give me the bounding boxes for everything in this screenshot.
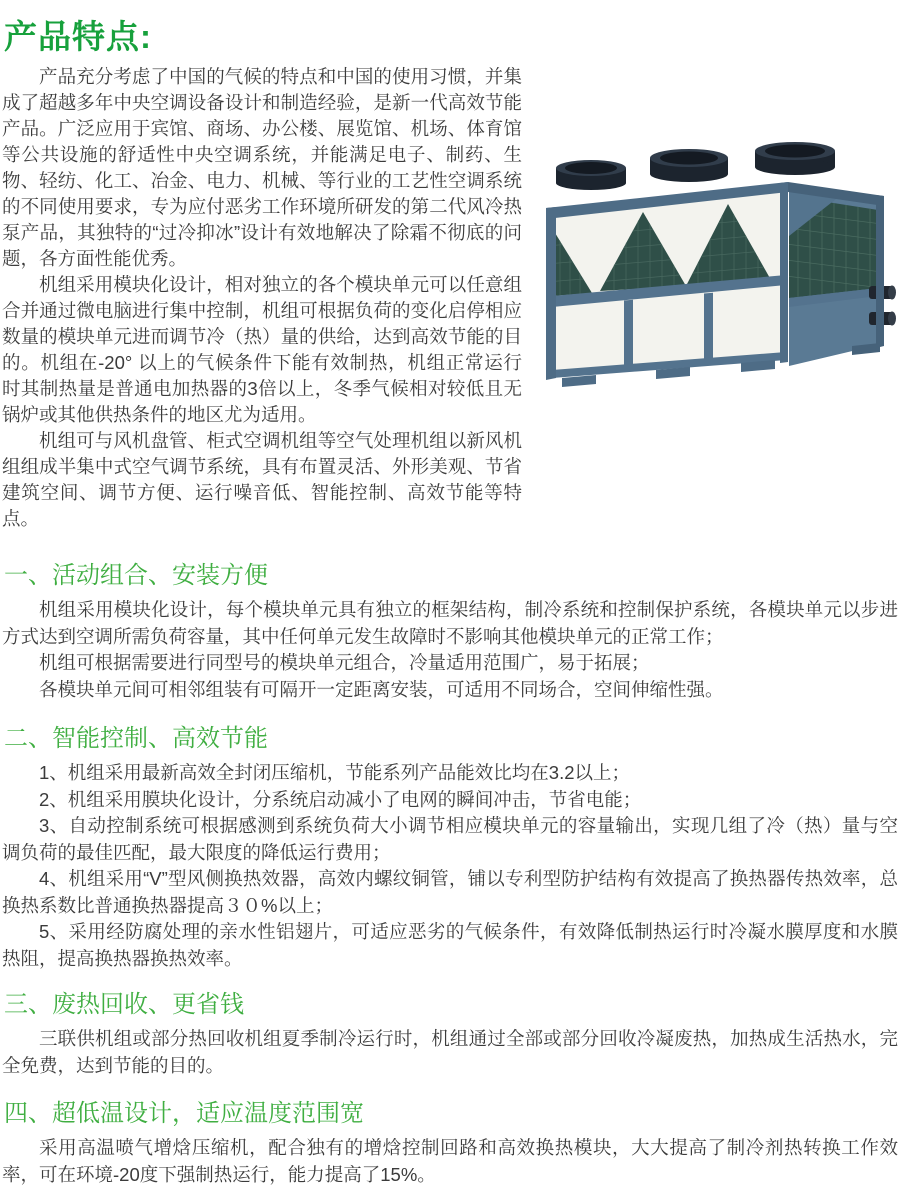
section-heading-2: 二、智能控制、高效节能 (4, 725, 268, 752)
section-heat-recovery (2, 991, 898, 1079)
fan-icon-left (556, 160, 626, 190)
section-1-paragraph-1: 机组采用模块化设计，每个模块单元具有独立的框架结构，制冷系统和控制保护系统，各模块单元以步进方式达到空调所需负荷容量，其中任何单元发生故障时不影响其他模块单元的正常工作； (2, 599, 898, 647)
section-2-item-5: 5、采用经防腐处理的亲水性铝翅片，可适应恶劣的气候条件，有效降低制热运行时冷凝水膜厚度和水膜热阻，提高换热器换热效率。 (2, 921, 898, 969)
section-heading-4: 四、超低温设计，适应温度范围宽 (4, 1100, 364, 1127)
intro-section (2, 64, 522, 532)
product-photo-air-cooled-modular-chiller (536, 146, 898, 398)
chiller-illustration (536, 146, 898, 398)
fan-icon-middle (650, 149, 728, 182)
section-heading-1: 一、活动组合、安装方便 (4, 562, 268, 589)
section-3-paragraph-1: 三联供机组或部分热回收机组夏季制冷运行时，机组通过全部或部分回收冷凝废热，加热成生活热水，完全免费，达到节能的目的。 (2, 1028, 898, 1076)
fan-icon-right (755, 142, 835, 175)
section-2-item-3: 3、自动控制系统可根据感测到系统负荷大小调节相应模块单元的容量输出，实现几组了冷（热）量与空调负荷的最佳匹配，最大限度的降低运行费用； (2, 815, 898, 863)
section-low-temperature-design (2, 1100, 898, 1188)
chiller-side-face (786, 190, 882, 366)
section-2-item-4: 4、机组采用“V”型风侧换热效器，高效内螺纹铜管，铺以专利型防护结构有效提高了换热器传热效率，总换热系数比普通换热器提高３０%以上； (2, 868, 898, 916)
page-title: 产品特点: (4, 18, 152, 55)
intro-paragraph-3: 机组可与风机盘管、柜式空调机组等空气处理机组以新风机组组成半集中式空气调节系统，具有布置灵活、外形美观、节省建筑空间、调节方便、运行噪音低、智能控制、高效节能等特点。 (2, 430, 522, 529)
chiller-front-face (546, 188, 786, 378)
section-4-paragraph-1: 采用高温喷气增焓压缩机，配合独有的增焓控制回路和高效换热模块，大大提高了制冷剂热转换工作效率，可在环境-20度下强制热运行，能力提高了15%。 (2, 1137, 898, 1185)
intro-paragraph-2: 机组采用模块化设计，相对独立的各个模块单元可以任意组合并通过微电脑进行集中控制，机组可根据负荷的变化启停相应数量的模块单元进而调节冷（热）量的供给，达到高效节能的目的。机组在-20° 以上的气候条件下能有效制热，机组正常运行时其制热量是普通电加热器的3倍以上，冬季气候相对较低且无锅炉或其他供热条件的地区尤为适用。 (2, 274, 522, 425)
section-2-item-1: 1、机组采用最新高效全封闭压缩机，节能系列产品能效比均在3.2以上； (39, 762, 631, 783)
section-smart-control (2, 725, 898, 972)
section-1-paragraph-2: 机组可根据需要进行同型号的模块单元组合，冷量适用范围广，易于拓展； (39, 652, 650, 673)
section-heading-3: 三、废热回收、更省钱 (4, 991, 244, 1018)
section-1-paragraph-3: 各模块单元间可相邻组装有可隔开一定距离安装，可适用不同场合，空间伸缩性强。 (39, 678, 724, 700)
section-2-item-2: 2、机组采用膜块化设计，分系统启动减小了电网的瞬间冲击，节省电能； (39, 788, 642, 810)
intro-paragraph-1: 产品充分考虑了中国的气候的特点和中国的使用习惯，并集成了超越多年中央空调设备设计和制造经验，是新一代高效节能产品。广泛应用于宾馆、商场、办公楼、展览馆、机场、体育馆等公共设施的舒适性中央空调系统，并能满足电子、制药、生物、轻纺、化工、冶金、电力、机械、等行业的工艺性空调系统的不同使用要求，专为应付恶劣工作环境所研发的第二代风冷热泵产品，其独特的“过冷抑冰”设计有效地解决了除霜不彻底的问题，各方面性能优秀。 (2, 66, 522, 269)
section-modular-combination (2, 562, 898, 703)
